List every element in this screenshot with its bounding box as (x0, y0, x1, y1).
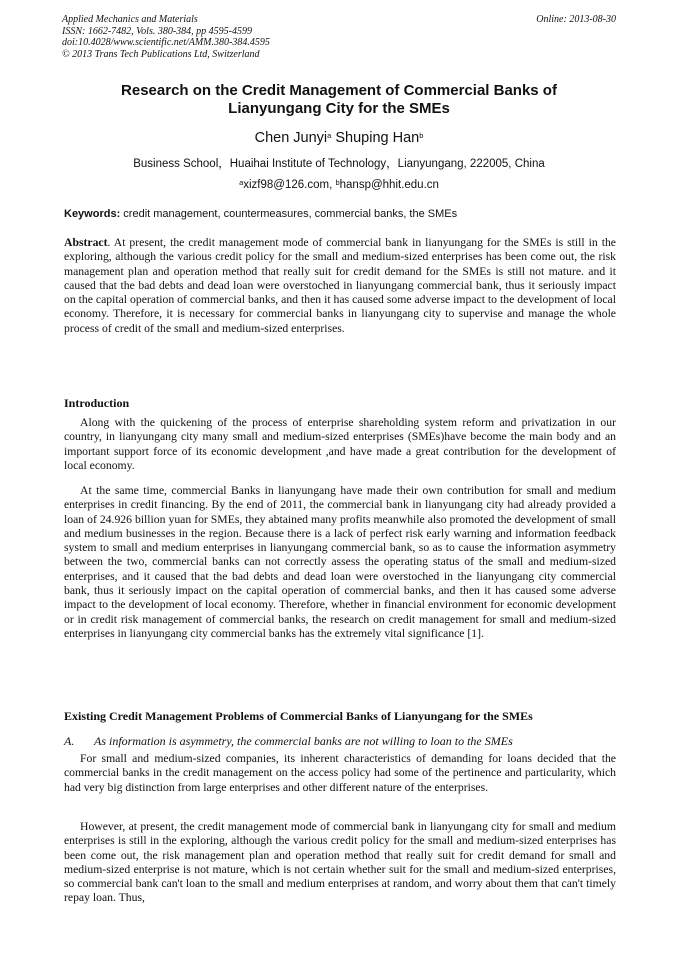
abstract (64, 236, 616, 336)
author-2-name: Shuping Han (331, 130, 420, 146)
intro-paragraph-1: Along with the quickening of the process of enterprise shareholding system reform and privatization in our country, in lianyungang city many small and medium-sized enterprises (SMEs)have become the main body and an important support force of its economic development ,and have made a great contribution for the development of local economy. (64, 416, 616, 472)
affiliation: Business School，Huaihai Institute of Technology，Lianyungang, 222005, China (133, 158, 545, 170)
paper-title (62, 82, 616, 118)
title-line-2: Lianyungang City for the SMEs (228, 100, 450, 117)
online-date: Online: 2013-08-30 (536, 14, 616, 25)
section-heading-existing-problems: Existing Credit Management Problems of Commercial Banks of Lianyungang for the SMEs (64, 709, 533, 723)
keywords (64, 207, 616, 221)
author-1-name: Chen Junyi (254, 130, 328, 146)
email-b[interactable]: hansp@hhit.edu.cn (339, 179, 439, 191)
title-line-1: Research on the Credit Management of Commercial Banks of (121, 82, 557, 99)
section-heading-introduction: Introduction (64, 396, 130, 410)
subsection-title: As information is asymmetry, the commercial banks are not willing to loan to the SMEs (94, 734, 513, 748)
author-line (62, 129, 616, 147)
journal-name: Applied Mechanics and Materials (62, 14, 198, 25)
keywords-label: Keywords: (64, 208, 121, 220)
email-line (62, 178, 616, 192)
section2-paragraph-2: However, at present, the credit management mode of commercial bank in lianyungang city for small and medium enterprises is still in the exploring, although the various credit policy for the small and medium-sized enterprises has been come out, the risk management plan and operation method that really suit for credit demand for small and medium-sized enterprise is not mature, which is not certain whether suit for the small and medium-sized enterprises, so commercial bank can't loan to the small and medium enterprises at random, and worry about them that can't timely repay loan. Thus, (64, 820, 616, 905)
section2-paragraph-1: For small and medium-sized companies, its inherent characteristics of demanding for loans decided that the commercial banks in the credit management on the access policy had some of the pertinence and particularity, which had very big distinction from large enterprises and other different nature of the enterprises. (64, 752, 616, 794)
email-mark-a: a (239, 178, 244, 187)
email-a[interactable]: xizf98@126.com, (243, 179, 336, 191)
keywords-text: credit management, countermeasures, commercial banks, the SMEs (120, 208, 458, 220)
doi-line: doi:10.4028/www.scientific.net/AMM.380-384.4595 (62, 37, 270, 48)
issn-line: ISSN: 1662-7482, Vols. 380-384, pp 4595-4599 (62, 25, 252, 37)
abstract-label: Abstract (64, 236, 108, 249)
intro-paragraph-2: At the same time, commercial Banks in lianyungang have made their own contribution for small and medium enterprises in credit financing. By the end of 2011, the commercial bank in lianyungang city had already provided a loan of 24.926 billion yuan for SMEs, they abtained many profits meanwhile also promoted the development of small and medium businesses in the region. Because there is a lack of perfect risk early warning and information feedback system to small and medium enterprises in lianyungang commercial bank, so as to cause the information asymmetry between the two, commercial banks can not correctly assess the operating status of the small and medium-sized enterprises, and it caused that the bad debts and dead loan were overstoched in the lianyungang city commercial bank, thus it seriously impact on the capital operation of commercial banks, and then it has caused some adverse impact to the development of local economy. Therefore, whether in financial environment for economic development or in credit risk management of commercial banks, the research on credit management for small and medium-sized enterprises in lianyungang city commercial banks has the extremely vital significance [1]. (64, 484, 616, 640)
subsection-number: A. (64, 734, 75, 748)
subsection-heading-a (64, 734, 513, 748)
journal-header (62, 14, 616, 60)
author-2-mark: b (419, 131, 424, 140)
email-mark-b: b (335, 178, 340, 187)
author-1-mark: a (327, 131, 332, 140)
abstract-text: . At present, the credit management mode of commercial bank in lianyungang for the SMEs is still in the exploring, although the various credit policy for the small and medium-sized enterprises has been come out, the risk management plan and operation method that really suit for credit demand for the SMEs is still not mature. and it caused that the bad debts and dead loan were overstoched in lianyungang commercial bank, thus it seriously impact on the capital operation of commercial banks, and then it has caused some adverse impact to the development of local economy. Therefore, it is necessary for commercial banks in lianyungang city to supervise and manage the whole process of credit of the small and medium-sized enterprises. (64, 236, 616, 335)
copyright-line: © 2013 Trans Tech Publications Ltd, Switzerland (62, 48, 260, 60)
